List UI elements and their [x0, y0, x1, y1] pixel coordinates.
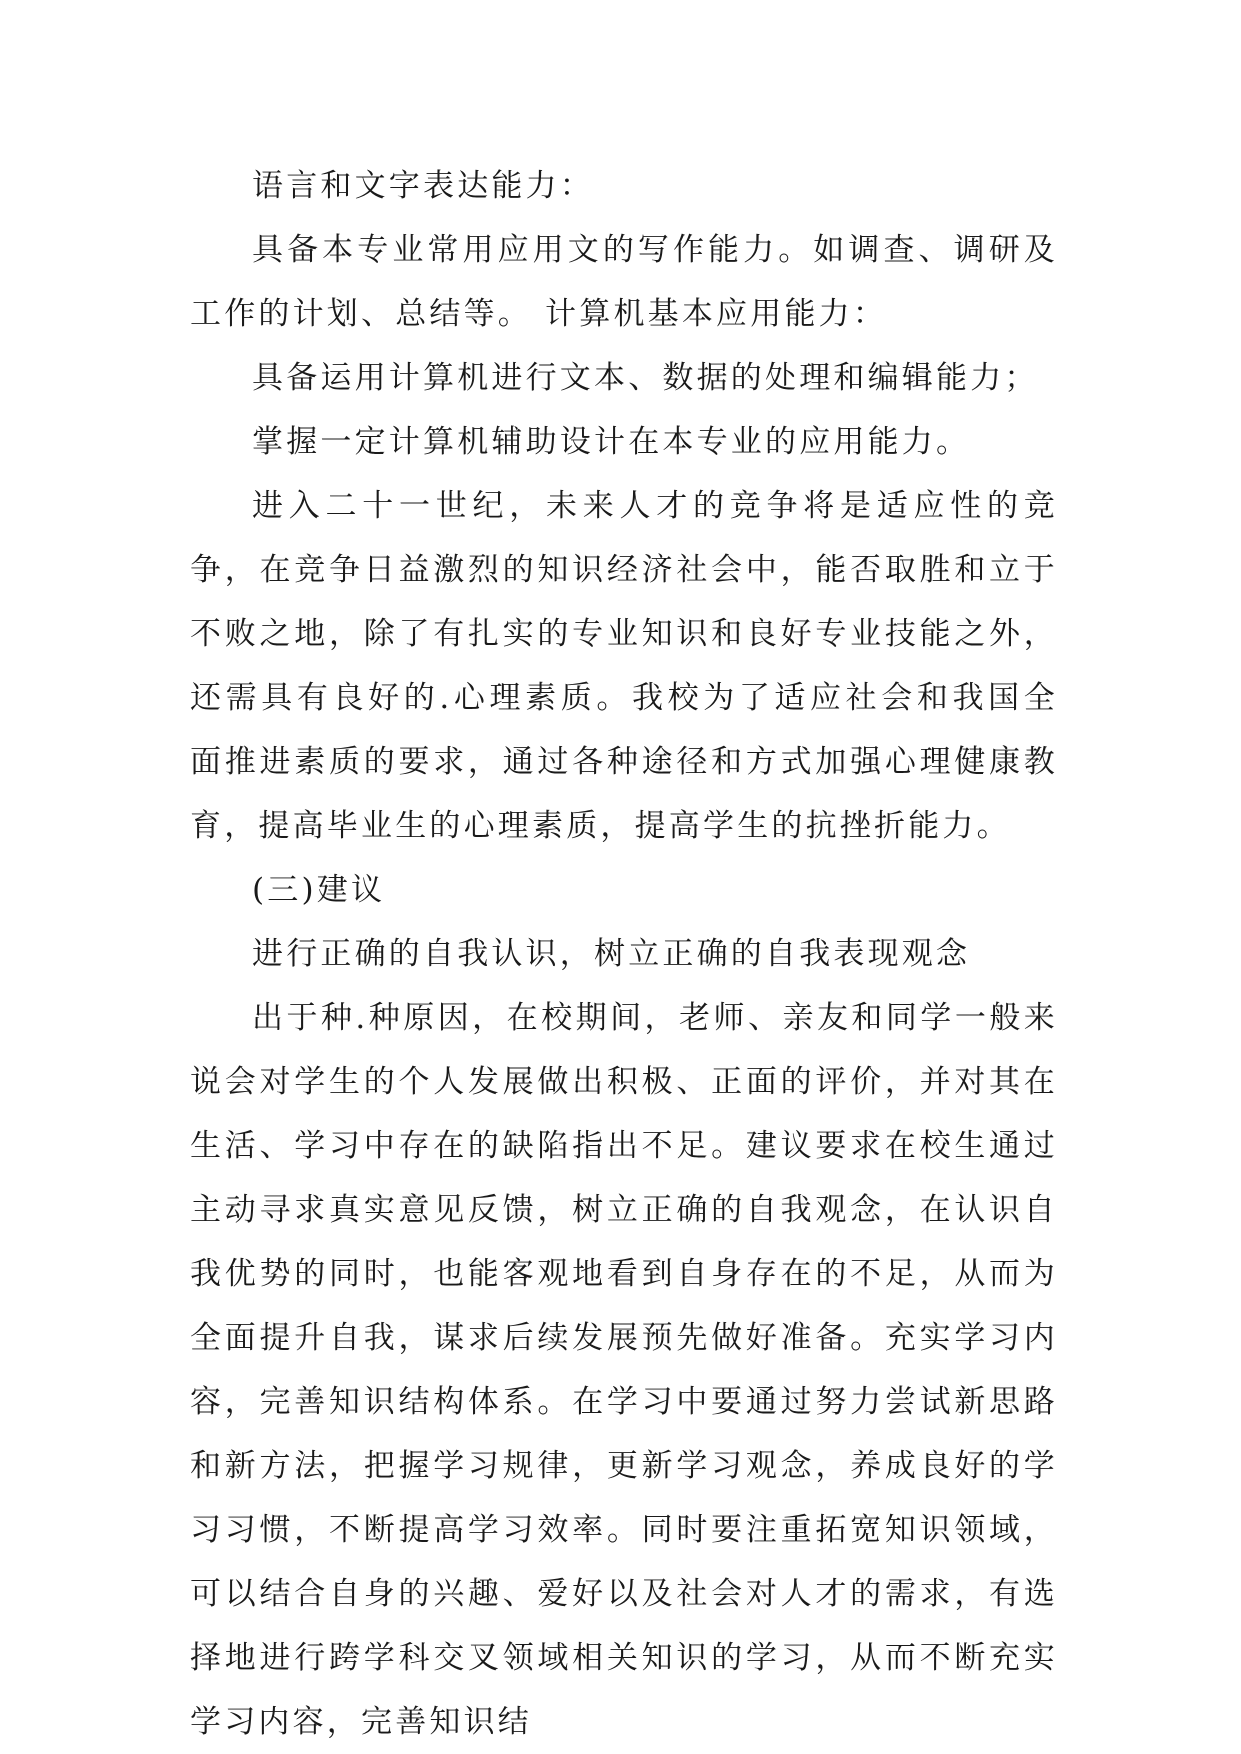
paragraph-self-awareness-heading: 进行正确的自我认识，树立正确的自我表现观念 — [252, 936, 971, 972]
paragraph-language-ability-heading: 语言和文字表达能力： — [252, 168, 594, 204]
document-body — [190, 154, 1058, 1754]
paragraph-psychological-quality: 进入二十一世纪，未来人才的竞争将是适应性的竞争，在竞争日益激烈的知识经济社会中，能否取胜和立于不败之地，除了有扎实的专业知识和良好专业技能之外，还需具有良好的.心理素质。我校为了适应社会和我国全面推进素质的要求，通过各种途径和方式加强心理健康教育，提高毕业生的心理素质，提高学生的抗挫折能力。 — [190, 488, 1058, 844]
section-heading-suggestions: (三)建议 — [252, 872, 386, 908]
paragraph-computer-aided-design: 掌握一定计算机辅助设计在本专业的应用能力。 — [252, 424, 971, 460]
paragraph-writing-ability: 具备本专业常用应用文的写作能力。如调查、调研及工作的计划、总结等。 计算机基本应用能力： — [190, 232, 1058, 332]
paragraph-self-awareness-body: 出于种.种原因，在校期间，老师、亲友和同学一般来说会对学生的个人发展做出积极、正面的评价，并对其在生活、学习中存在的缺陷指出不足。建议要求在校生通过主动寻求真实意见反馈，树立正确的自我观念，在认识自我优势的同时，也能客观地看到自身存在的不足，从而为全面提升自我，谋求后续发展预先做好准备。充实学习内容，完善知识结构体系。在学习中要通过努力尝试新思路和新方法，把握学习规律，更新学习观念，养成良好的学习习惯，不断提高学习效率。同时要注重拓宽知识领域，可以结合自身的兴趣、爱好以及社会对人才的需求，有选择地进行跨学科交叉领域相关知识的学习，从而不断充实学习内容，完善知识结 — [190, 1000, 1058, 1740]
paragraph-computer-processing: 具备运用计算机进行文本、数据的处理和编辑能力； — [252, 360, 1039, 396]
